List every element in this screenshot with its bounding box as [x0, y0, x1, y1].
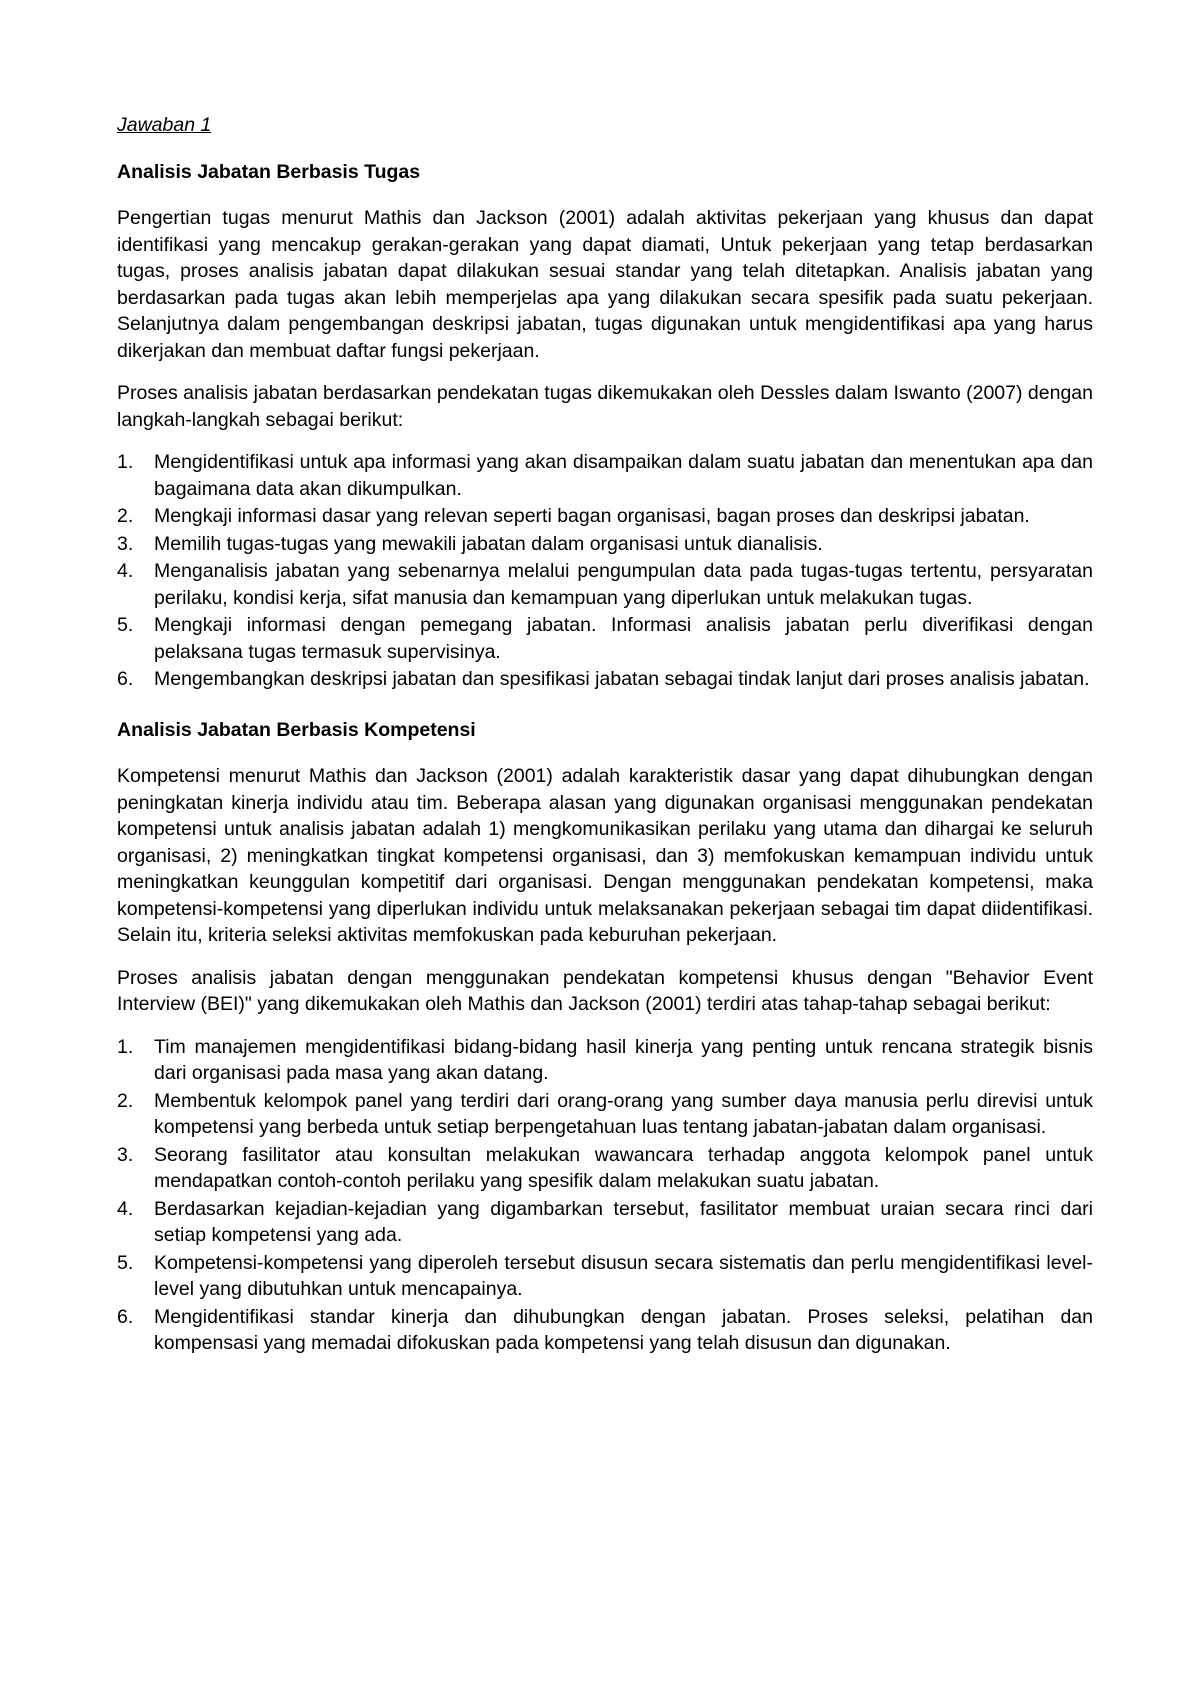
list-item-number: 2. — [117, 1089, 134, 1112]
list-item-text: Mengkaji informasi dasar yang relevan seperti bagan organisasi, bagan proses dan deskripsi jabatan. — [154, 505, 1030, 527]
list-item-number: 6. — [117, 1305, 134, 1328]
list-item-text: Berdasarkan kejadian-kejadian yang digambarkan tersebut, fasilitator membuat uraian secara rinci dari setiap kompetensi yang ada. — [154, 1197, 1093, 1246]
section-title-task-based: Analisis Jabatan Berbasis Tugas — [117, 160, 421, 183]
list-item-text: Mengidentifikasi standar kinerja dan dihubungkan dengan jabatan. Proses seleksi, pelatihan dan kompensasi yang memadai difokuskan pada kompetensi yang telah disusun dan digunakan. — [154, 1305, 1093, 1354]
list-item-number: 1. — [117, 1035, 134, 1058]
list-item-text: Mengidentifikasi untuk apa informasi yang akan disampaikan dalam suatu jabatan dan menentukan apa dan bagaimana data akan dikumpulkan. — [154, 451, 1093, 500]
list-item — [117, 1304, 1093, 1357]
list-item — [117, 1088, 1093, 1141]
list-item-number: 5. — [117, 1251, 134, 1274]
list-item-number: 2. — [117, 505, 134, 527]
list-item — [117, 449, 1093, 502]
list-item — [117, 1034, 1093, 1087]
list-item-number: 4. — [117, 560, 134, 582]
list-item-text: Kompetensi-kompetensi yang diperoleh tersebut disusun secara sistematis dan perlu mengidentifikasi level-level yang dibutuhkan untuk mencapainya. — [154, 1251, 1093, 1300]
list-item-text: Membentuk kelompok panel yang terdiri dari orang-orang yang sumber daya manusia perlu direvisi untuk kompetensi yang berbeda untuk setiap berpengetahuan luas tentang jabatan-jabatan dalam organisasi. — [154, 1089, 1093, 1138]
paragraph-competency-process: Proses analisis jabatan dengan menggunakan pendekatan kompetensi khusus dengan "Behavior Event Interview (BEI)" yang dikemukakan oleh Mathis dan Jackson (2001) terdiri atas tahap-tahap sebagai berikut: — [117, 966, 1093, 1015]
list-item — [117, 1196, 1093, 1249]
list-item — [117, 666, 1093, 693]
list-item-text: Memilih tugas-tugas yang mewakili jabatan dalam organisasi untuk dianalisis. — [154, 532, 823, 555]
list-item-text: Menganalisis jabatan yang sebenarnya melalui pengumpulan data pada tugas-tugas tertentu, persyaratan perilaku, kondisi kerja, sifat manusia dan kemampuan yang diperlukan untuk melakukan tugas. — [154, 560, 1093, 609]
document-page — [117, 112, 1093, 1381]
paragraph-task-definition: Pengertian tugas menurut Mathis dan Jackson (2001) adalah aktivitas pekerjaan yang khusus dan dapat identifikasi yang mencakup gerakan-gerakan yang dapat diamati, Untuk pekerjaan yang tetap berdasarkan tugas, proses analisis jabatan dapat dilakukan sesuai standar yang telah ditetapkan. Analisis jabatan yang berdasarkan pada tugas akan lebih memperjelas apa yang dilakukan secara spesifik pada suatu pekerjaan. Selanjutnya dalam pengembangan deskripsi jabatan, tugas digunakan untuk mengidentifikasi apa yang harus dikerjakan dan membuat daftar fungsi pekerjaan. — [117, 207, 1093, 362]
list-item — [117, 1250, 1093, 1303]
list-item — [117, 558, 1093, 611]
list-item-text: Seorang fasilitator atau konsultan melakukan wawancara terhadap anggota kelompok panel untuk mendapatkan contoh-contoh perilaku yang spesifik dalam melakukan suatu jabatan. — [154, 1143, 1093, 1192]
list-item-number: 4. — [117, 1197, 134, 1220]
list-item-text: Tim manajemen mengidentifikasi bidang-bidang hasil kinerja yang penting untuk rencana strategik bisnis dari organisasi pada masa yang akan datang. — [154, 1035, 1093, 1084]
competency-steps-list — [117, 1034, 1093, 1357]
list-item — [117, 503, 1093, 530]
list-item — [117, 531, 1093, 558]
list-item — [117, 612, 1093, 665]
list-item-text: Mengembangkan deskripsi jabatan dan spesifikasi jabatan sebagai tindak lanjut dari proses analisis jabatan. — [154, 668, 1090, 690]
section-title-competency-based: Analisis Jabatan Berbasis Kompetensi — [117, 718, 476, 741]
paragraph-competency-definition: Kompetensi menurut Mathis dan Jackson (2001) adalah karakteristik dasar yang dapat dihubungkan dengan peningkatan kinerja individu atau tim. Beberapa alasan yang digunakan organisasi menggunakan pendekatan kompetensi untuk analisis jabatan adalah 1) mengkomunikasikan perilaku yang utama dan dihargai ke seluruh organisasi, 2) meningkatkan tingkat kompetensi organisasi, dan 3) memfokuskan kemampuan individu untuk meningkatkan keunggulan kompetitif dari organisasi. Dengan menggunakan pendekatan kompetensi, maka kompetensi-kompetensi yang diperlukan individu untuk melaksanakan pekerjaan sebagai tim dapat diidentifikasi. Selain itu, kriteria seleksi aktivitas memfokuskan pada keburuhan pekerjaan. — [117, 765, 1093, 946]
answer-heading: Jawaban 1 — [117, 114, 212, 136]
list-item-number: 3. — [117, 532, 134, 555]
list-item — [117, 1142, 1093, 1195]
list-item-text: Mengkaji informasi dengan pemegang jabatan. Informasi analisis jabatan perlu diverifikasi dengan pelaksana tugas termasuk supervisinya. — [154, 614, 1093, 663]
list-item-number: 1. — [117, 451, 134, 473]
list-item-number: 3. — [117, 1143, 134, 1166]
list-item-number: 5. — [117, 614, 134, 636]
list-item-number: 6. — [117, 668, 134, 690]
paragraph-task-process: Proses analisis jabatan berdasarkan pendekatan tugas dikemukakan oleh Dessles dalam Iswanto (2007) dengan langkah-langkah sebagai berikut: — [117, 382, 1093, 431]
task-steps-list — [117, 449, 1093, 693]
